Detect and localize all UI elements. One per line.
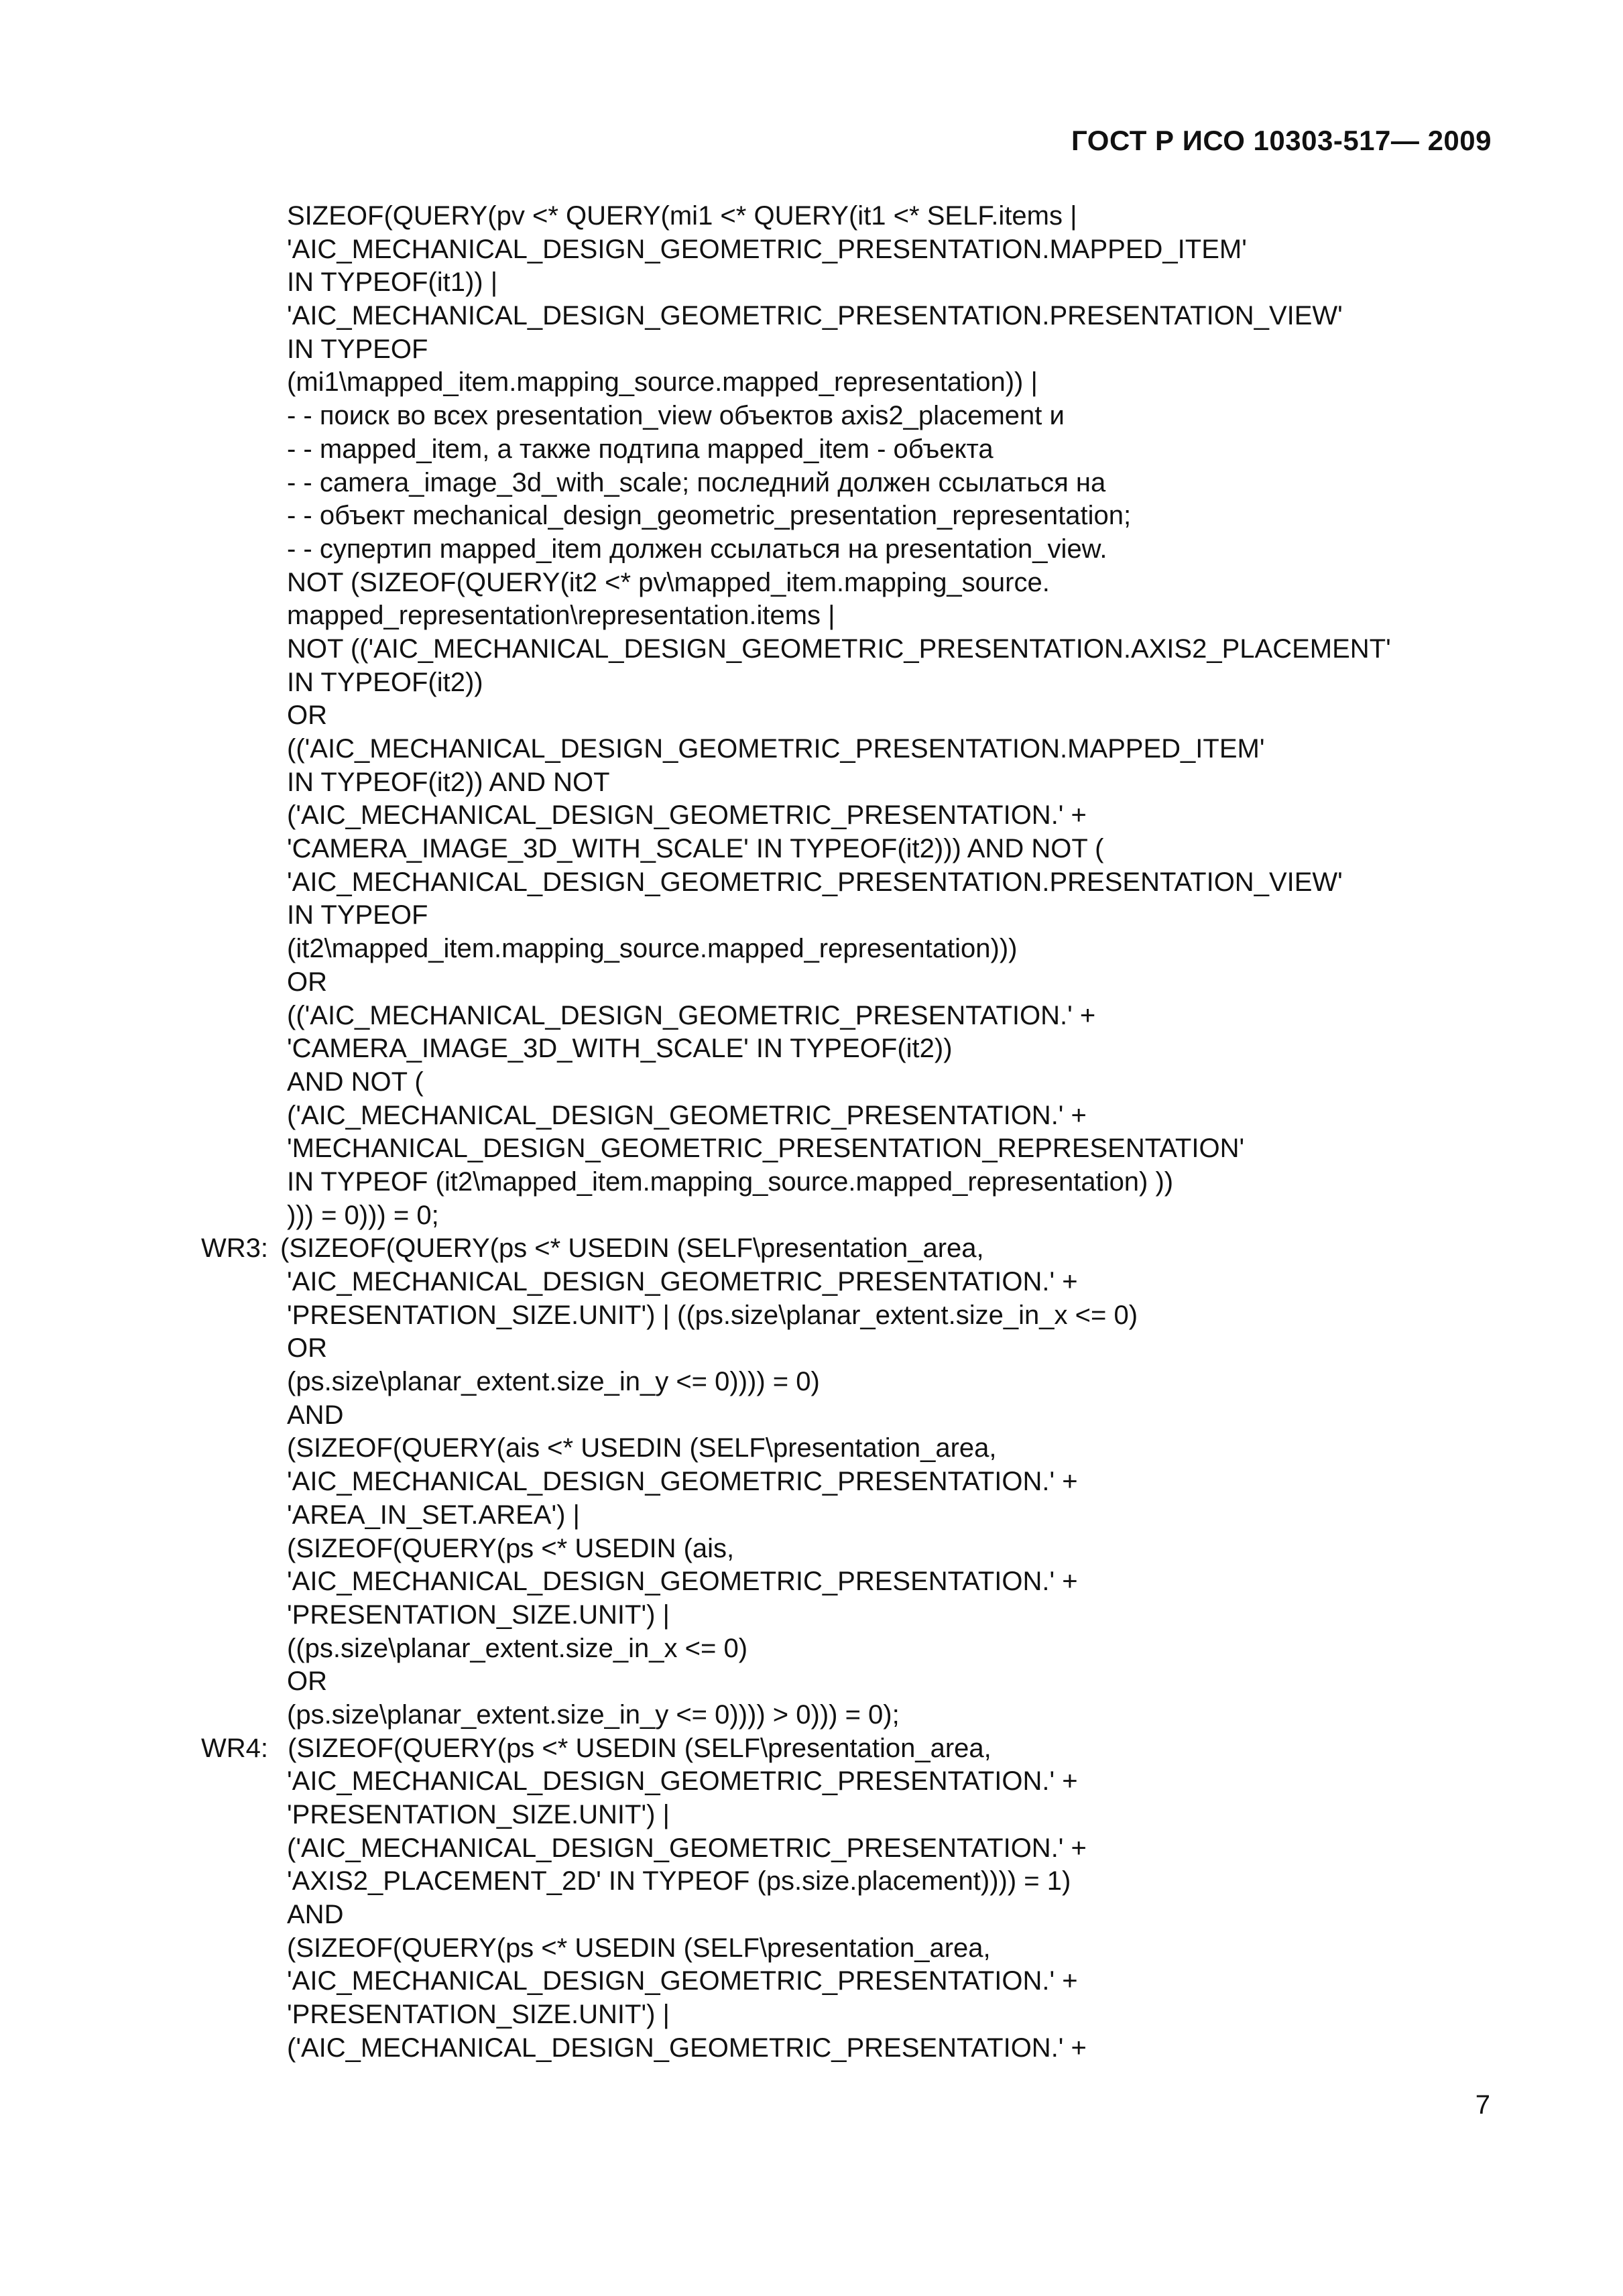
code-line <box>0 833 1623 866</box>
code-text: 'AIC_MECHANICAL_DESIGN_GEOMETRIC_PRESENTATION.' + <box>287 1267 1078 1296</box>
code-line <box>0 1998 1623 2032</box>
rule-line <box>0 1732 1623 1766</box>
code-text: NOT (('AIC_MECHANICAL_DESIGN_GEOMETRIC_PRESENTATION.AXIS2_PLACEMENT' <box>287 633 1391 664</box>
code-line <box>0 766 1623 800</box>
code-text: 'AIC_MECHANICAL_DESIGN_GEOMETRIC_PRESENTATION.PRESENTATION_VIEW' <box>287 301 1343 331</box>
code-text: 'AIC_MECHANICAL_DESIGN_GEOMETRIC_PRESENTATION.' + <box>287 1966 1078 1996</box>
code-line <box>0 1599 1623 1632</box>
code-line <box>0 633 1623 666</box>
code-line <box>0 699 1623 733</box>
code-line <box>0 1299 1623 1333</box>
code-line <box>0 1765 1623 1799</box>
code-line <box>0 1665 1623 1699</box>
code-line <box>0 1066 1623 1099</box>
code-text: 'CAMERA_IMAGE_3D_WITH_SCALE' IN TYPEOF(it2))) AND NOT ( <box>287 834 1104 864</box>
code-text: mapped_representation\representation.items | <box>287 601 835 631</box>
code-text: IN TYPEOF(it2)) <box>287 667 483 697</box>
code-text: SIZEOF(QUERY(pv <* QUERY(mi1 <* QUERY(it1 <* SELF.items | <box>287 201 1077 231</box>
rule-line <box>0 1232 1623 1266</box>
code-text: 'AIC_MECHANICAL_DESIGN_GEOMETRIC_PRESENTATION.' + <box>287 1467 1078 1497</box>
code-text: ((ps.size\planar_extent.size_in_x <= 0) <box>287 1633 748 1663</box>
code-line <box>0 1366 1623 1399</box>
code-text: AND <box>287 1400 344 1430</box>
code-text: (('AIC_MECHANICAL_DESIGN_GEOMETRIC_PRESENTATION.MAPPED_ITEM' <box>287 734 1265 764</box>
code-text: 'PRESENTATION_SIZE.UNIT') | <box>287 1800 670 1829</box>
code-text: ('AIC_MECHANICAL_DESIGN_GEOMETRIC_PRESENTATION.' + <box>287 2033 1087 2063</box>
code-text: IN TYPEOF(it2)) AND NOT <box>287 767 610 797</box>
code-text: ))) = 0))) = 0; <box>287 1200 439 1230</box>
code-text: IN TYPEOF <box>287 900 428 930</box>
code-text: (ps.size\planar_extent.size_in_y <= 0)))) = 0) <box>287 1367 820 1397</box>
code-line <box>0 1166 1623 1199</box>
code-line <box>0 1532 1623 1566</box>
code-text: (SIZEOF(QUERY(ais <* USEDIN (SELF\presentation_area, <box>287 1433 997 1463</box>
page-number: 7 <box>1475 2090 1490 2120</box>
page-header-standard: ГОСТ Р ИСО 10303-517— 2009 <box>1071 125 1492 156</box>
code-line <box>0 866 1623 900</box>
code-text: ('AIC_MECHANICAL_DESIGN_GEOMETRIC_PRESENTATION.' + <box>287 800 1087 831</box>
code-text: (it2\mapped_item.mapping_source.mapped_representation))) <box>287 934 1018 964</box>
code-text: 'AREA_IN_SET.AREA') | <box>287 1500 580 1530</box>
code-text: (ps.size\planar_extent.size_in_y <= 0)))) > 0))) = 0); <box>287 1699 900 1730</box>
code-line <box>0 1865 1623 1898</box>
code-text: OR <box>287 967 327 997</box>
code-line <box>0 1000 1623 1033</box>
code-line <box>0 1799 1623 1832</box>
code-line <box>0 266 1623 300</box>
code-text: IN TYPEOF(it1)) | <box>287 267 498 298</box>
code-text: (mi1\mapped_item.mapping_source.mapped_representation)) | <box>287 367 1038 398</box>
code-text: 'PRESENTATION_SIZE.UNIT') | ((ps.size\planar_extent.size_in_x <= 0) <box>287 1300 1138 1330</box>
code-line <box>0 1132 1623 1166</box>
code-text: NOT (SIZEOF(QUERY(it2 <* pv\mapped_item.mapping_source. <box>287 567 1050 597</box>
code-text: 'MECHANICAL_DESIGN_GEOMETRIC_PRESENTATION_REPRESENTATION' <box>287 1134 1245 1164</box>
code-line <box>0 333 1623 367</box>
code-text: 'AIC_MECHANICAL_DESIGN_GEOMETRIC_PRESENTATION.' + <box>287 1766 1078 1797</box>
code-line <box>0 733 1623 766</box>
code-line <box>0 899 1623 932</box>
code-line <box>0 467 1623 500</box>
code-line <box>0 1699 1623 1732</box>
code-line <box>0 1932 1623 1966</box>
code-line <box>0 1965 1623 1998</box>
code-line <box>0 200 1623 233</box>
code-line <box>0 1465 1623 1499</box>
code-text: - - camera_image_3d_with_scale; последний должен ссылаться на <box>287 467 1106 497</box>
code-line <box>0 599 1623 633</box>
code-text: (('AIC_MECHANICAL_DESIGN_GEOMETRIC_PRESENTATION.' + <box>287 1000 1096 1030</box>
code-text: ('AIC_MECHANICAL_DESIGN_GEOMETRIC_PRESENTATION.' + <box>287 1833 1087 1863</box>
code-line <box>0 300 1623 333</box>
code-line <box>0 1565 1623 1599</box>
code-line <box>0 499 1623 533</box>
express-code-block <box>0 200 1623 2065</box>
code-line <box>0 666 1623 700</box>
code-line <box>0 1399 1623 1433</box>
code-line <box>0 966 1623 1000</box>
code-text: OR <box>287 1333 327 1364</box>
code-text: AND <box>287 1900 344 1930</box>
code-line <box>0 1632 1623 1666</box>
rule-label: WR3: <box>201 1233 268 1264</box>
code-text: 'PRESENTATION_SIZE.UNIT') | <box>287 2000 670 2030</box>
code-text: - - поиск во всех presentation_view объектов axis2_placement и <box>287 401 1065 431</box>
code-text: - - mapped_item, а также подтипа mapped_item - объекта <box>287 434 994 464</box>
code-line <box>0 1199 1623 1233</box>
code-line <box>0 1332 1623 1366</box>
code-text: 'AXIS2_PLACEMENT_2D' IN TYPEOF (ps.size.placement)))) = 1) <box>287 1866 1071 1896</box>
code-line <box>0 799 1623 833</box>
code-text: 'AIC_MECHANICAL_DESIGN_GEOMETRIC_PRESENTATION.' + <box>287 1567 1078 1597</box>
code-line <box>0 1898 1623 1932</box>
code-line <box>0 433 1623 467</box>
code-line <box>0 1099 1623 1133</box>
code-line <box>0 400 1623 433</box>
code-text: 'CAMERA_IMAGE_3D_WITH_SCALE' IN TYPEOF(it2)) <box>287 1034 953 1064</box>
code-text: AND NOT ( <box>287 1067 424 1097</box>
code-line <box>0 1266 1623 1299</box>
code-line <box>0 2032 1623 2065</box>
code-line <box>0 1499 1623 1532</box>
code-text: 'AIC_MECHANICAL_DESIGN_GEOMETRIC_PRESENTATION.PRESENTATION_VIEW' <box>287 867 1343 897</box>
code-text: - - объект mechanical_design_geometric_presentation_representation; <box>287 501 1132 531</box>
code-text: IN TYPEOF <box>287 334 428 364</box>
code-line <box>0 1032 1623 1066</box>
code-text: (SIZEOF(QUERY(ps <* USEDIN (SELF\presentation_area, <box>280 1233 984 1264</box>
code-line <box>0 366 1623 400</box>
code-text: (SIZEOF(QUERY(ps <* USEDIN (ais, <box>287 1533 735 1563</box>
code-text: IN TYPEOF (it2\mapped_item.mapping_source.mapped_representation) )) <box>287 1166 1174 1197</box>
code-text: OR <box>287 1667 327 1697</box>
rule-label: WR4: <box>201 1733 268 1763</box>
code-text: (SIZEOF(QUERY(ps <* USEDIN (SELF\presentation_area, <box>287 1933 991 1963</box>
code-text: 'AIC_MECHANICAL_DESIGN_GEOMETRIC_PRESENTATION.MAPPED_ITEM' <box>287 234 1247 264</box>
code-text: (SIZEOF(QUERY(ps <* USEDIN (SELF\presentation_area, <box>280 1733 991 1763</box>
code-line <box>0 1832 1623 1866</box>
code-line <box>0 1432 1623 1465</box>
code-text: ('AIC_MECHANICAL_DESIGN_GEOMETRIC_PRESENTATION.' + <box>287 1100 1087 1130</box>
code-line <box>0 932 1623 966</box>
code-line <box>0 566 1623 600</box>
code-line <box>0 233 1623 267</box>
code-line <box>0 533 1623 566</box>
code-text: - - супертип mapped_item должен ссылаться на presentation_view. <box>287 534 1107 564</box>
code-text: OR <box>287 701 327 731</box>
code-text: 'PRESENTATION_SIZE.UNIT') | <box>287 1599 670 1630</box>
